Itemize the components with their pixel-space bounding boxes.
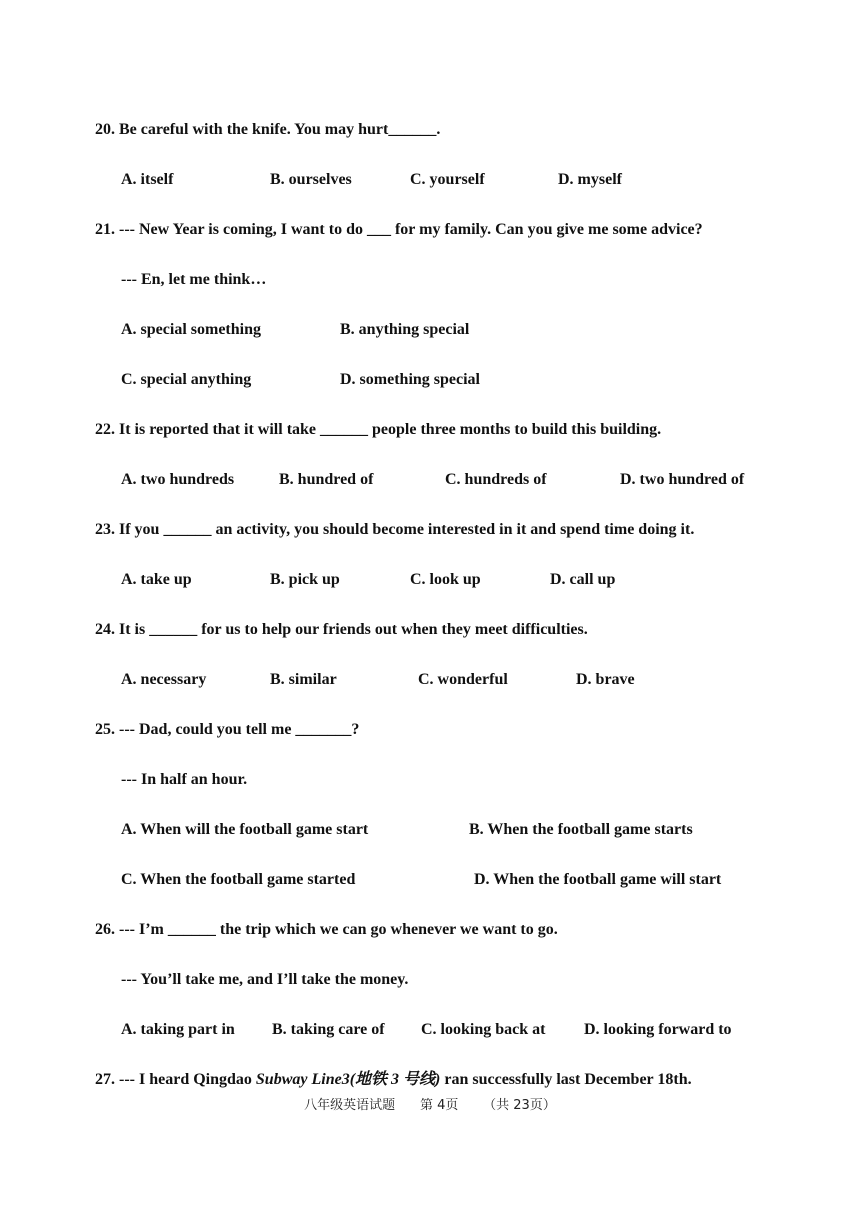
question-25-option-b: B. When the football game starts: [469, 821, 693, 838]
question-26-stem: 26. --- I’m ______ the trip which we can go whenever we want to go.: [95, 921, 558, 938]
question-22-option-c: C. hundreds of: [445, 471, 547, 488]
question-26-option-d: D. looking forward to: [584, 1021, 732, 1038]
page-footer: [0, 1094, 860, 1113]
question-24-option-d: D. brave: [576, 671, 635, 688]
question-22-stem: 22. It is reported that it will take ______ people three months to build this building.: [95, 421, 662, 438]
question-22-option-b: B. hundred of: [279, 471, 374, 488]
question-21-reply: --- En, let me think…: [121, 271, 267, 288]
question-21-stem: 21. --- New Year is coming, I want to do ___ for my family. Can you give me some advice?: [95, 221, 703, 238]
question-23-stem: 23. If you ______ an activity, you should become interested in it and spend time doing it.: [95, 521, 695, 538]
footer-page-number: 第 4页: [419, 1098, 459, 1113]
question-27-stem-start: 27. --- I heard Qingdao: [95, 1071, 256, 1088]
question-26-option-a: A. taking part in: [121, 1021, 235, 1038]
question-25-option-c: C. When the football game started: [121, 871, 356, 888]
question-21-option-d: D. something special: [340, 371, 480, 388]
question-25-stem: 25. --- Dad, could you tell me _______?: [95, 721, 360, 738]
question-26-reply: --- You’ll take me, and I’ll take the money.: [121, 971, 409, 988]
question-24-option-a: A. necessary: [121, 671, 207, 688]
question-26-option-c: C. looking back at: [421, 1021, 546, 1038]
question-20-option-a: A. itself: [121, 171, 174, 188]
question-25-reply: --- In half an hour.: [121, 771, 248, 788]
question-24-option-c: C. wonderful: [418, 671, 508, 688]
question-20-option-c: C. yourself: [410, 171, 485, 188]
question-24-option-b: B. similar: [270, 671, 337, 688]
footer-total-pages: （共 23页）: [483, 1098, 556, 1113]
question-21-option-a: A. special something: [121, 321, 261, 338]
question-22-option-d: D. two hundred of: [620, 471, 745, 488]
question-27-stem-italic: Subway Line3(地铁 3 号线): [255, 1071, 441, 1088]
question-25-option-a: A. When will the football game start: [121, 821, 369, 838]
question-25-option-d: D. When the football game will start: [474, 871, 722, 888]
question-20-option-d: D. myself: [558, 171, 622, 188]
question-22-option-a: A. two hundreds: [121, 471, 235, 488]
question-24-stem: 24. It is ______ for us to help our friends out when they meet difficulties.: [95, 621, 588, 638]
question-21-option-b: B. anything special: [340, 321, 470, 338]
question-20-stem: 20. Be careful with the knife. You may hurt______.: [95, 121, 441, 138]
question-26-option-b: B. taking care of: [272, 1021, 385, 1038]
question-23-option-c: C. look up: [410, 571, 481, 588]
question-21-option-c: C. special anything: [121, 371, 252, 388]
question-20-option-b: B. ourselves: [270, 171, 352, 188]
question-23-option-b: B. pick up: [270, 571, 340, 588]
question-23-option-a: A. take up: [121, 571, 192, 588]
question-27-stem: [95, 1070, 692, 1090]
question-23-option-d: D. call up: [550, 571, 616, 588]
question-27-stem-end: ran successfully last December 18th.: [440, 1071, 692, 1088]
footer-title: 八年级英语试题: [304, 1098, 396, 1113]
